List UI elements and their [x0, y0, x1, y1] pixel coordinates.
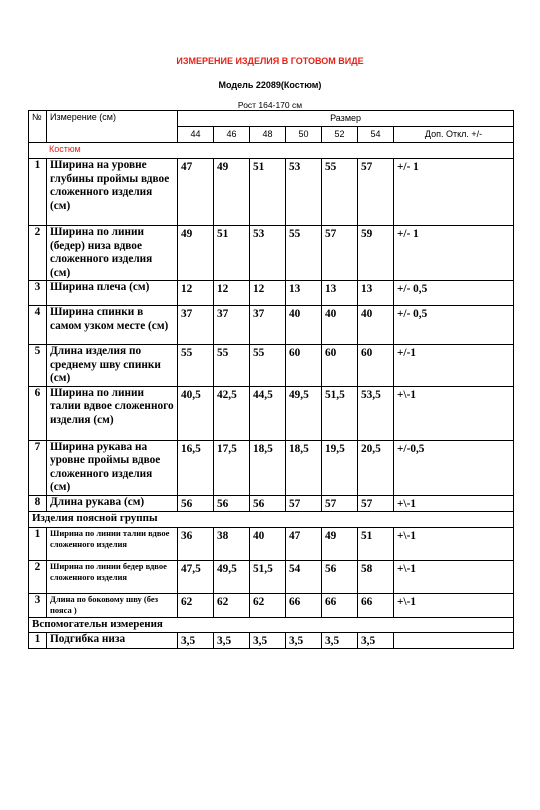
measurement-value: 12 [250, 281, 286, 306]
measurement-value: 40 [322, 306, 358, 345]
measurement-name: Подгибка низа [47, 632, 178, 649]
model-label: Модель 22089(Костюм) [218, 80, 322, 90]
measurement-value: 3,5 [178, 632, 214, 649]
measurement-value: 54 [286, 561, 322, 594]
measurement-value: 62 [178, 594, 214, 618]
measurement-name: Ширина по линии (бедер) низа вдвое сложенного изделия (см) [47, 226, 178, 281]
measurement-name: Ширина по линии бедер вдвое сложенного изделия [47, 561, 178, 594]
measurement-value: 57 [358, 495, 394, 512]
size-header: 46 [214, 127, 250, 143]
tolerance-value: +/- 1 [394, 226, 514, 281]
measurement-value: 18,5 [286, 440, 322, 495]
row-number: 2 [29, 226, 47, 281]
measurement-value: 51,5 [322, 386, 358, 440]
table-row [29, 632, 514, 649]
measurement-value: 55 [322, 159, 358, 226]
measurement-value: 37 [250, 306, 286, 345]
table-row [29, 226, 514, 281]
measurement-value: 57 [358, 159, 394, 226]
measurement-value: 13 [358, 281, 394, 306]
measurement-value: 51,5 [250, 561, 286, 594]
tolerance-value: +/-1 [394, 345, 514, 387]
row-number: 4 [29, 306, 47, 345]
measurement-value: 47 [286, 528, 322, 561]
measurement-value: 53 [250, 226, 286, 281]
header-row-1 [29, 111, 514, 127]
section-title: Вспомогательн измерения [29, 618, 514, 633]
measurement-name: Длина изделия по среднему шву спинки (см) [47, 345, 178, 387]
measurement-value: 66 [358, 594, 394, 618]
measurement-value: 40 [358, 306, 394, 345]
table-row [29, 345, 514, 387]
section-row [29, 143, 514, 159]
size-header: 44 [178, 127, 214, 143]
measurement-value: 60 [322, 345, 358, 387]
row-number: 1 [29, 159, 47, 226]
measurement-name: Ширина рукава на уровне проймы вдвое сложенного изделия (см) [47, 440, 178, 495]
measurement-value: 36 [178, 528, 214, 561]
tolerance-value: +/- 0,5 [394, 281, 514, 306]
tolerance-value: +\-1 [394, 528, 514, 561]
tolerance-value [394, 632, 514, 649]
measurement-value: 49 [214, 159, 250, 226]
column-header-measure: Измерение (см) [47, 111, 178, 143]
section-title: Изделия поясной группы [29, 512, 514, 528]
measurement-value: 17,5 [214, 440, 250, 495]
row-number: 8 [29, 495, 47, 512]
row-number: 1 [29, 632, 47, 649]
measurement-value: 47 [178, 159, 214, 226]
section-title: Костюм [29, 143, 514, 159]
measurement-value: 56 [250, 495, 286, 512]
measurement-value: 16,5 [178, 440, 214, 495]
measurement-value: 3,5 [214, 632, 250, 649]
measurement-value: 53 [286, 159, 322, 226]
size-header: 54 [358, 127, 394, 143]
measurement-name: Ширина по линии талии вдвое сложенного изделия (см) [47, 386, 178, 440]
height-label: Рост 164-170 см [237, 100, 303, 110]
tolerance-value: +\-1 [394, 386, 514, 440]
row-number: 1 [29, 528, 47, 561]
measurement-value: 38 [214, 528, 250, 561]
measurement-value: 3,5 [286, 632, 322, 649]
measurement-value: 60 [358, 345, 394, 387]
measurement-value: 40,5 [178, 386, 214, 440]
measurement-name: Длина по боковому шву (без пояса ) [47, 594, 178, 618]
row-number: 3 [29, 281, 47, 306]
measurement-value: 51 [358, 528, 394, 561]
measurement-value: 49,5 [286, 386, 322, 440]
measurement-value: 3,5 [358, 632, 394, 649]
measurement-value: 56 [178, 495, 214, 512]
row-number: 5 [29, 345, 47, 387]
measurement-value: 44,5 [250, 386, 286, 440]
tolerance-value: +\-1 [394, 495, 514, 512]
document-title: ИЗМЕРЕНИЕ ИЗДЕЛИЯ В ГОТОВОМ ВИДЕ [176, 56, 364, 66]
tolerance-value: +/- 0,5 [394, 306, 514, 345]
tolerance-value: +/- 1 [394, 159, 514, 226]
measurement-value: 62 [214, 594, 250, 618]
measurement-value: 20,5 [358, 440, 394, 495]
measurement-name: Ширина спинки в самом узком месте (см) [47, 306, 178, 345]
table-row [29, 594, 514, 618]
measurement-value: 40 [250, 528, 286, 561]
table-row [29, 440, 514, 495]
column-header-size: Размер [178, 111, 514, 127]
measurement-value: 56 [322, 561, 358, 594]
column-header-number: № [29, 111, 47, 143]
measurement-value: 12 [214, 281, 250, 306]
measurement-value: 3,5 [322, 632, 358, 649]
measurement-value: 3,5 [250, 632, 286, 649]
table-row [29, 561, 514, 594]
measurement-value: 57 [322, 226, 358, 281]
measurement-name: Ширина плеча (см) [47, 281, 178, 306]
measurement-value: 57 [286, 495, 322, 512]
measurement-value: 57 [322, 495, 358, 512]
tolerance-value: +/-0,5 [394, 440, 514, 495]
measurement-value: 49 [178, 226, 214, 281]
measurement-value: 47,5 [178, 561, 214, 594]
measurement-value: 55 [178, 345, 214, 387]
measurement-value: 51 [214, 226, 250, 281]
measurement-value: 37 [214, 306, 250, 345]
measurement-name: Ширина на уровне глубины проймы вдвое сложенного изделия (см) [47, 159, 178, 226]
table-row [29, 159, 514, 226]
measurement-value: 49,5 [214, 561, 250, 594]
measurement-value: 13 [286, 281, 322, 306]
measurement-value: 66 [286, 594, 322, 618]
measurement-name: Ширина по линии талии вдвое сложенного изделия [47, 528, 178, 561]
table-row [29, 495, 514, 512]
section-row [29, 618, 514, 633]
table-row [29, 281, 514, 306]
measurement-value: 19,5 [322, 440, 358, 495]
measurement-value: 55 [214, 345, 250, 387]
measurement-value: 12 [178, 281, 214, 306]
tolerance-value: +\-1 [394, 561, 514, 594]
table-row [29, 386, 514, 440]
measurement-value: 53,5 [358, 386, 394, 440]
measurement-value: 59 [358, 226, 394, 281]
row-number: 3 [29, 594, 47, 618]
tolerance-value: +\-1 [394, 594, 514, 618]
section-row [29, 512, 514, 528]
measurement-value: 58 [358, 561, 394, 594]
table-row [29, 306, 514, 345]
measurement-table [28, 110, 514, 649]
measurement-value: 49 [322, 528, 358, 561]
measurement-value: 62 [250, 594, 286, 618]
measurement-value: 66 [322, 594, 358, 618]
measurement-value: 18,5 [250, 440, 286, 495]
measurement-value: 56 [214, 495, 250, 512]
measurement-value: 13 [322, 281, 358, 306]
size-header: 52 [322, 127, 358, 143]
measurement-value: 42,5 [214, 386, 250, 440]
measurement-value: 40 [286, 306, 322, 345]
size-header: 48 [250, 127, 286, 143]
column-header-tolerance: Доп. Откл. +/- [394, 127, 514, 143]
measurement-value: 60 [286, 345, 322, 387]
measurement-value: 37 [178, 306, 214, 345]
measurement-name: Длина рукава (см) [47, 495, 178, 512]
table-row [29, 528, 514, 561]
row-number: 6 [29, 386, 47, 440]
measurement-value: 55 [250, 345, 286, 387]
row-number: 2 [29, 561, 47, 594]
measurement-value: 51 [250, 159, 286, 226]
size-header: 50 [286, 127, 322, 143]
measurement-value: 55 [286, 226, 322, 281]
row-number: 7 [29, 440, 47, 495]
